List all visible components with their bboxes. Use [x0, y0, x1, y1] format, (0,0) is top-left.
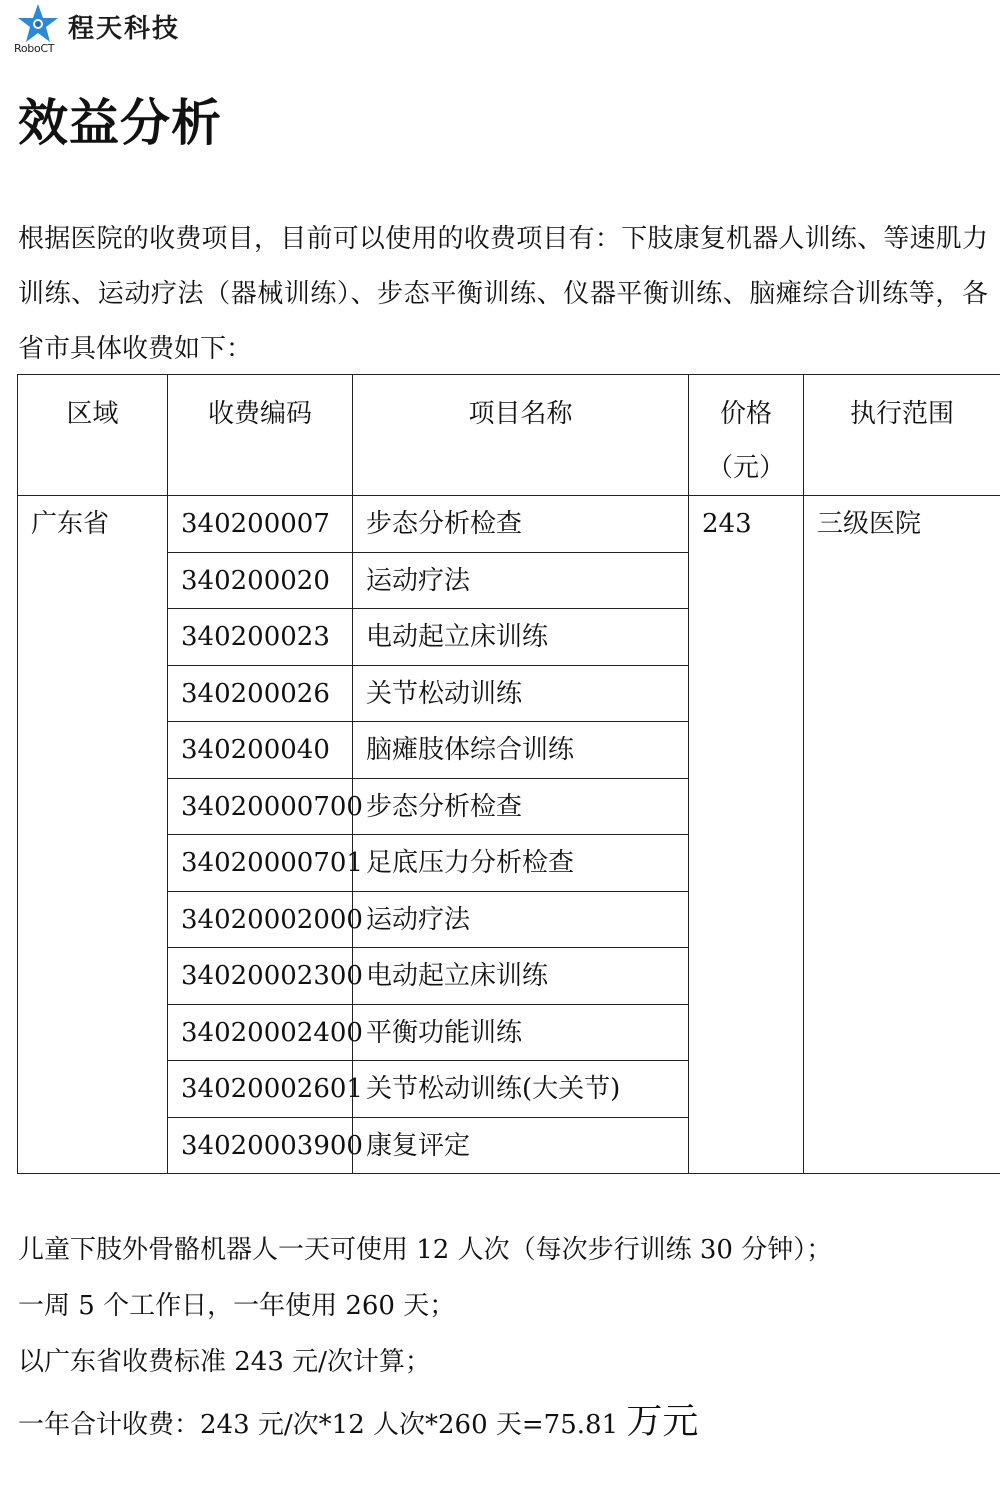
header-code: 收费编码: [168, 375, 353, 496]
name-cell: 关节松动训练(大关节): [353, 1061, 689, 1118]
name-cell: 步态分析检查: [353, 778, 689, 835]
annual-days-line: 一周 5 个工作日，一年使用 260 天；: [18, 1291, 456, 1321]
fee-table: [17, 374, 1000, 1174]
name-cell: 平衡功能训练: [353, 1004, 689, 1061]
price-cell: 243: [689, 496, 804, 1174]
name-cell: 电动起立床训练: [353, 948, 689, 1005]
table-row: [18, 496, 1000, 553]
code-cell: 340200026: [168, 665, 353, 722]
fee-standard-line: 以广东省收费标准 243 元/次计算；: [18, 1347, 431, 1377]
star-logo-icon: [16, 2, 60, 46]
company-logo: [14, 2, 214, 58]
logo-subtitle: RoboCT: [14, 42, 55, 55]
code-cell: 34020002400: [168, 1004, 353, 1061]
daily-usage-line: 儿童下肢外骨骼机器人一天可使用 12 人次（每次步行训练 30 分钟）；: [18, 1235, 833, 1265]
annual-total-formula: 一年合计收费：243 元/次*12 人次*260 天=75.81: [18, 1410, 627, 1440]
code-cell: 34020002601: [168, 1061, 353, 1118]
name-cell: 运动疗法: [353, 552, 689, 609]
code-cell: 34020002000: [168, 891, 353, 948]
code-cell: 340200023: [168, 609, 353, 666]
name-cell: 步态分析检查: [353, 496, 689, 553]
header-price-label: 价格: [719, 399, 772, 429]
name-cell: 运动疗法: [353, 891, 689, 948]
header-price-unit: （元）: [706, 453, 785, 483]
name-cell: 脑瘫肢体综合训练: [353, 722, 689, 779]
code-cell: 34020000701: [168, 835, 353, 892]
code-cell: 34020003900: [168, 1117, 353, 1174]
code-cell: 340200007: [168, 496, 353, 553]
annual-total-line: [18, 1390, 988, 1446]
name-cell: 关节松动训练: [353, 665, 689, 722]
fee-table-header-row: [18, 375, 1000, 496]
code-cell: 34020002300: [168, 948, 353, 1005]
header-name: 项目名称: [353, 375, 689, 496]
code-cell: 34020000700: [168, 778, 353, 835]
annual-total-unit: 万元: [626, 1401, 699, 1442]
region-cell: 广东省: [18, 496, 168, 1174]
code-cell: 340200040: [168, 722, 353, 779]
logo-brand-name: 程天科技: [68, 14, 181, 44]
scope-cell: 三级医院: [804, 496, 1000, 1174]
benefit-calculation: [18, 1222, 988, 1446]
name-cell: 康复评定: [353, 1117, 689, 1174]
intro-paragraph: 根据医院的收费项目，目前可以使用的收费项目有：下肢康复机器人训练、等速肌力训练、运动疗法（器械训练）、步态平衡训练、仪器平衡训练、脑瘫综合训练等，各省市具体收费如下：: [18, 224, 988, 364]
page-title: 效益分析: [18, 94, 222, 152]
header-price: [689, 375, 804, 496]
name-cell: 足底压力分析检查: [353, 835, 689, 892]
header-region: 区域: [18, 375, 168, 496]
header-scope: 执行范围: [804, 375, 1000, 496]
code-cell: 340200020: [168, 552, 353, 609]
name-cell: 电动起立床训练: [353, 609, 689, 666]
